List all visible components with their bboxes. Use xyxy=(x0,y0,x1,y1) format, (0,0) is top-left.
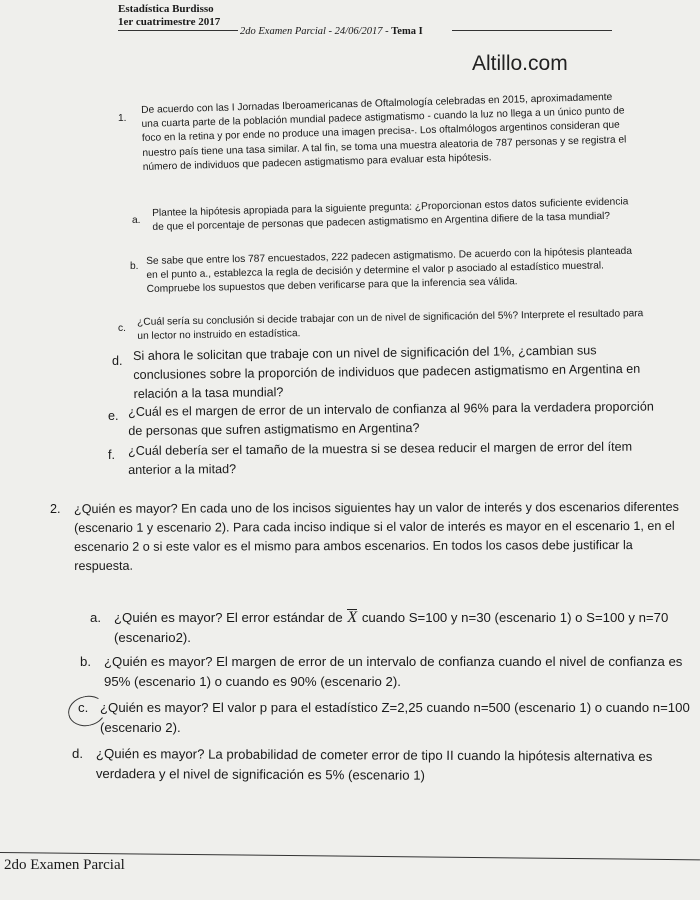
q1a-item xyxy=(152,195,637,235)
q1f-text: ¿Cuál debería ser el tamaño de la muestra si se desea reducir el margen de error del ítem anterior a la mitad? xyxy=(128,439,633,477)
q1f-letter: f. xyxy=(108,448,115,462)
q2a-text-after: cuando S=100 y n=30 (escenario 1) o S=100 y n=70 (escenario2). xyxy=(114,610,669,645)
q1b-letter: b. xyxy=(130,261,139,272)
header-rule-right xyxy=(452,30,612,31)
q1e-text: ¿Cuál es el margen de error de un intervalo de confianza al 96% para la verdadera proporción de personas que sufren astigmatismo en Argentina? xyxy=(128,399,654,438)
q1d-text: Si ahora le solicitan que trabaje con un nivel de significación del 1%, ¿cambian sus conclusiones sobre la proporción de individuos que padecen astigmatismo en Argentina en relación a la tasa mundial? xyxy=(133,343,641,401)
q1e-letter: e. xyxy=(108,409,119,423)
course-title: Estadística Burdisso xyxy=(118,3,214,15)
term: 1er cuatrimestre 2017 xyxy=(118,16,221,28)
q1f-item xyxy=(128,437,674,480)
exam-date: 2do Examen Parcial - 24/06/2017 - xyxy=(240,26,389,37)
exam-line xyxy=(240,26,423,37)
footer-label: 2do Examen Parcial xyxy=(4,857,125,873)
q2d-letter: d. xyxy=(72,746,83,761)
q1b-item xyxy=(146,245,641,298)
q2b-letter: b. xyxy=(80,654,91,669)
question-2-text: ¿Quién es mayor? En cada uno de los incisos siguientes hay un valor de interés y dos escenarios diferentes (escenario 1 y escenario 2). Para cada inciso indique si el valor de interés es mayor en el escenario 1, en el escenario 2 o si este valor es el mismo para ambos escenarios. En todos los casos debe justificar la respuesta. xyxy=(74,499,679,573)
question-1-intro xyxy=(141,90,631,175)
question-2-number: 2. xyxy=(50,502,61,516)
q2b-text: ¿Quién es mayor? El margen de error de un intervalo de confianza cuando el nivel de confianza es 95% (escenario 1) o cuando es 90% (escenario 2). xyxy=(104,654,683,689)
tema-label: Tema I xyxy=(391,26,423,37)
q2d-item xyxy=(96,744,696,787)
x-bar-symbol: X xyxy=(347,609,358,626)
q2b-item xyxy=(104,652,688,692)
question-2-intro xyxy=(74,498,680,576)
q1d-item xyxy=(133,341,662,404)
q2a-text-before: ¿Quién es mayor? El error estándar de xyxy=(114,610,343,625)
question-1-number: 1. xyxy=(118,113,127,124)
q1a-letter: a. xyxy=(132,215,141,226)
q1e-item xyxy=(128,397,668,441)
q1c-item xyxy=(137,307,651,344)
q2c-letter: c. xyxy=(78,700,89,715)
watermark-logo: Altillo.com xyxy=(472,52,568,75)
q2d-text: ¿Quién es mayor? La probabilidad de cometer error de tipo II cuando la hipótesis alternativa es verdadera y el nivel de significación es 5% (escenario 1) xyxy=(95,746,653,783)
q1c-text: ¿Cuál sería su conclusión si decide trabajar con un de nivel de significación del 5%? Interprete el resultado para un lector no instruido en estadística. xyxy=(137,308,644,343)
q1d-letter: d. xyxy=(112,354,123,368)
q1a-text: Plantee la hipótesis apropiada para la siguiente pregunta: ¿Proporcionan estos datos suficiente evidencia de que el porcentaje de personas que padecen astigmatismo en Argentina difiere de la tasa mundial? xyxy=(152,196,629,234)
q2a-item xyxy=(114,608,694,648)
q1c-letter: c. xyxy=(118,323,126,334)
question-1-text: De acuerdo con las I Jornadas Iberoamericanas de Oftalmología celebradas en 2015, aproximadamente una cuarta parte de la población mundial padece astigmatismo - cuando la luz no llega a un único punto de foco en la retina y por ende no produce una imagen precisa-. Los oftalmólogos argentinos consideran que nuestro país tiene una tasa similar. A tal fin, se toma una muestra aleatoria de 787 personas y se registra el número de individuos que padecen astigmatismo para evaluar esta hipótesis. xyxy=(141,91,627,173)
header-rule-left xyxy=(118,30,238,31)
q2c-text: ¿Quién es mayor? El valor p para el estadístico Z=2,25 cuando n=500 (escenario 1) o cuando n=100 (escenario 2). xyxy=(100,700,690,735)
q2a-letter: a. xyxy=(90,610,101,625)
q1b-text: Se sabe que entre los 787 encuestados, 222 padecen astigmatismo. De acuerdo con la hipótesis planteada en el punto a., establezca la regla de decisión y determine el valor p asociado al estadístico muestral. Compruebe los supuestos que deben verificarse para que la inferencia sea válida. xyxy=(146,245,633,296)
q2c-item xyxy=(100,698,696,738)
